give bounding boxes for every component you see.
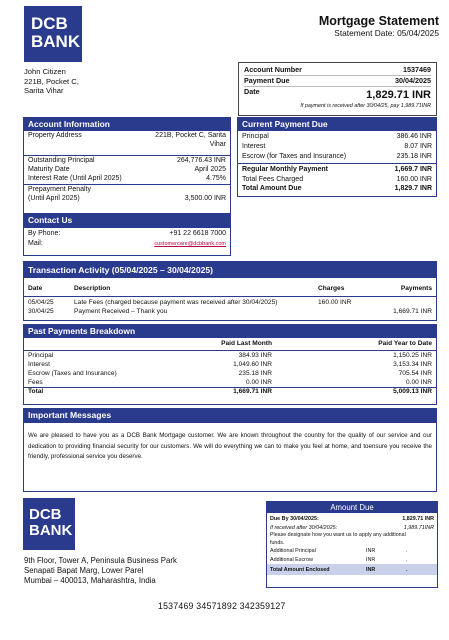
prepayment-penalty-label: [28, 186, 91, 204]
current-interest-row: [242, 142, 432, 152]
current-principal-row: [242, 132, 432, 142]
tx-charges: [314, 307, 376, 316]
additional-principal-row: [267, 547, 437, 556]
messages-panel: [23, 408, 437, 492]
past-payments-title: Past Payments Breakdown: [24, 325, 436, 338]
if-received-row: [267, 524, 437, 533]
property-address-value: [155, 132, 226, 150]
transaction-title: Transaction Activity (05/04/2025 – 30/04/2025): [24, 262, 436, 278]
payment-code: 1537469 34571892 342359127: [158, 601, 286, 611]
pp-ytd: 705.54 INR: [398, 370, 432, 377]
due-by-row: [267, 515, 437, 524]
col-paid-last-month: Paid Last Month: [221, 340, 272, 347]
interest-rate-label: Interest Rate (Until April 2025): [28, 174, 122, 182]
property-address-row: [28, 132, 226, 154]
outstanding-principal-label: Outstanding Principal: [28, 157, 95, 164]
prepayment-penalty-value: 3,500.00 INR: [184, 195, 226, 203]
instruction-line1: Please designate how you want us to apply any additional: [270, 532, 406, 538]
outstanding-principal-row: [28, 157, 226, 166]
logo-line1: DCB: [31, 14, 68, 33]
amount-due-value: 1,829.71 INR: [366, 88, 431, 101]
prepayment-penalty-label-line1: Prepayment Penalty: [28, 186, 92, 194]
prepayment-penalty-label-line2: (Until April 2025): [28, 195, 80, 203]
current-payment-panel: [237, 117, 437, 197]
col-description: Description: [74, 285, 111, 292]
col-paid-ytd: Paid Year to Date: [378, 340, 432, 347]
customer-name: John Citizen: [24, 67, 66, 76]
footer-logo-line2: BANK: [29, 522, 73, 539]
property-address-label: Property Address: [28, 132, 82, 139]
tx-charges: 160.00 INR: [318, 299, 352, 306]
contact-mail-row: [28, 239, 226, 250]
total-enclosed-currency: INR: [366, 566, 376, 573]
if-received-label: If received after 30/04/2025:: [270, 524, 338, 531]
pp-label: Escrow (Taxes and Insurance): [28, 370, 117, 377]
current-escrow-row: [242, 152, 432, 162]
account-information-title: Account Information: [24, 118, 230, 131]
pp-label: Fees: [28, 378, 43, 386]
customer-address: [24, 67, 79, 96]
prepayment-penalty-row: [28, 186, 226, 204]
transaction-panel: [23, 261, 437, 321]
total-due-value: 1,829.7 INR: [394, 185, 432, 193]
account-number-row: [244, 65, 431, 76]
pp-ytd: 1,150.25 INR: [393, 352, 432, 359]
additional-funds-note: [267, 532, 437, 547]
additional-principal-currency: INR: [366, 548, 376, 555]
additional-principal-label: Additional Principal: [270, 548, 316, 555]
due-by-label: Due By 30/04/2025:: [270, 516, 319, 523]
tx-description: Payment Received – Thank you: [74, 308, 168, 315]
table-row: [24, 351, 436, 360]
transaction-header-row: [24, 282, 436, 295]
current-payment-rows: [238, 131, 436, 163]
total-enclosed-row: [267, 564, 437, 575]
pp-ytd: 3,153.34 INR: [393, 361, 432, 368]
if-received-value: 1,989.71INR: [403, 524, 434, 531]
pp-label: Interest: [28, 361, 50, 368]
pp-last-month: 384.93 INR: [238, 352, 272, 359]
bank-logo-footer: [23, 498, 75, 550]
maturity-date-row: [28, 166, 226, 175]
additional-escrow-row: [267, 556, 437, 565]
col-date: Date: [28, 285, 43, 292]
contact-phone-row: [28, 229, 226, 239]
pp-total-row: [24, 387, 436, 396]
fees-row: [242, 175, 432, 185]
amount-due-coupon: [266, 501, 438, 588]
pp-total-ytd: 5,009.13 INR: [393, 388, 432, 396]
col-payments: Payments: [400, 285, 432, 292]
current-escrow-value: 235.18 INR: [396, 153, 432, 160]
statement-date: Statement Date: 05/04/2025: [334, 28, 439, 38]
table-row: [24, 360, 436, 369]
pp-total-last-month: 1,669.71 INR: [233, 388, 272, 396]
pp-ytd: 0.00 INR: [405, 378, 432, 386]
regular-payment-label: Regular Monthly Payment: [242, 166, 328, 173]
payment-due-date: 30/04/2025: [395, 76, 431, 85]
col-charges: Charges: [318, 285, 345, 292]
pp-total-label: Total: [28, 388, 44, 396]
contact-title: Contact Us: [24, 214, 230, 227]
customer-address-line2: Sarita Vihar: [24, 86, 64, 95]
additional-principal-input[interactable]: .: [406, 548, 408, 555]
due-by-value: 1,829.71 INR: [402, 516, 434, 523]
property-address-value-line1: 221B, Pocket C, Sarita: [155, 132, 226, 139]
total-enclosed-input[interactable]: .: [406, 566, 408, 573]
email-link[interactable]: customercare@dcbbank.com: [154, 240, 226, 247]
account-number-label: Account Number: [244, 65, 302, 74]
contact-panel: [23, 213, 231, 256]
current-escrow-label: Escrow (for Taxes and Insurance): [242, 153, 347, 160]
late-payment-note: If payment is received after 30/04/25, pay 1,989.71INR: [300, 103, 431, 109]
maturity-date-value: April 2025: [194, 165, 226, 173]
regular-payment-row: [242, 165, 432, 175]
footer-logo-line1: DCB: [29, 506, 62, 523]
additional-escrow-label: Additional Escrow: [270, 556, 313, 563]
messages-body: We are pleased to have you as a DCB Bank Mortgage customer. We are known throughout the country for the quality of our service and our dedication to providing financial security for our customers. We will do everything we can to make you feel at home, and toensure you receive the friendly, professional service you deserve.: [28, 432, 432, 461]
mail-label: Mail:: [28, 239, 43, 247]
pp-last-month: 0.00 INR: [245, 378, 272, 386]
table-row: [24, 378, 436, 387]
interest-rate-row: [28, 175, 226, 184]
fees-value: 160.00 INR: [396, 175, 432, 183]
account-summary-box: [238, 62, 437, 116]
phone-number[interactable]: +91 22 6618 7000: [169, 230, 226, 237]
outstanding-principal-value: 264,776.43 INR: [176, 157, 226, 164]
amount-due-title: Amount Due: [267, 502, 437, 513]
payment-due-row: [244, 76, 431, 87]
bank-address-line3: Mumbai – 400013, Maharashtra, India: [24, 575, 156, 585]
tx-payments: 1,669.71 INR: [393, 308, 432, 315]
transaction-table: [24, 282, 436, 316]
past-payments-panel: [23, 324, 437, 405]
account-number: 1537469: [403, 65, 431, 74]
page-title: Mortgage Statement: [318, 14, 439, 28]
total-due-label: Total Amount Due: [242, 185, 302, 193]
bank-address-line1: 9th Floor, Tower A, Peninsula Business Park: [24, 556, 177, 565]
table-row: [24, 298, 436, 307]
current-payment-title: Current Payment Due: [238, 118, 436, 131]
maturity-date-label: Maturity Date: [28, 165, 70, 173]
payment-due-label: Payment Due: [244, 76, 290, 85]
current-principal-label: Principal: [242, 133, 269, 140]
tx-date: 05/04/25: [28, 299, 54, 306]
account-information-panel: [23, 117, 231, 228]
bank-address: [24, 556, 177, 585]
fees-label: Total Fees Charged: [242, 175, 304, 183]
phone-label: By Phone:: [28, 230, 61, 237]
tx-description: Late Fees (charged because payment was received after 30/04/2025): [74, 299, 278, 306]
pp-last-month: 1,049.60 INR: [233, 361, 272, 368]
current-interest-value: 8.07 INR: [404, 143, 432, 150]
additional-escrow-currency: INR: [366, 556, 376, 563]
interest-rate-value: 4.75%: [206, 174, 226, 182]
bank-logo: [24, 6, 82, 62]
past-payments-header-row: [24, 338, 436, 349]
logo-line2: BANK: [31, 32, 81, 51]
property-address-value-line2: Vihar: [209, 140, 226, 148]
messages-title: Important Messages: [24, 409, 436, 423]
pp-label: Principal: [28, 352, 54, 359]
total-enclosed-label: Total Amount Enclosed: [270, 566, 330, 573]
past-payments-table: [24, 338, 436, 396]
pp-last-month: 235.18 INR: [238, 370, 272, 377]
table-row: [24, 307, 436, 316]
col-category: [24, 338, 166, 349]
current-principal-value: 386.46 INR: [396, 133, 432, 140]
customer-address-line1: 221B, Pocket C,: [24, 76, 79, 86]
amount-row: [244, 87, 431, 102]
additional-escrow-input[interactable]: .: [406, 556, 408, 563]
regular-payment-value: 1,669.7 INR: [394, 166, 432, 173]
instruction-line2: funds.: [270, 539, 285, 546]
date-label: Date: [244, 87, 260, 96]
bank-address-line2: Senapati Bapat Marg, Lower Parel: [24, 565, 144, 575]
total-due-row: [242, 184, 432, 194]
tx-date: 30/04/25: [28, 308, 54, 315]
current-interest-label: Interest: [242, 143, 266, 150]
tx-payments: [376, 298, 436, 307]
table-row: [24, 369, 436, 378]
